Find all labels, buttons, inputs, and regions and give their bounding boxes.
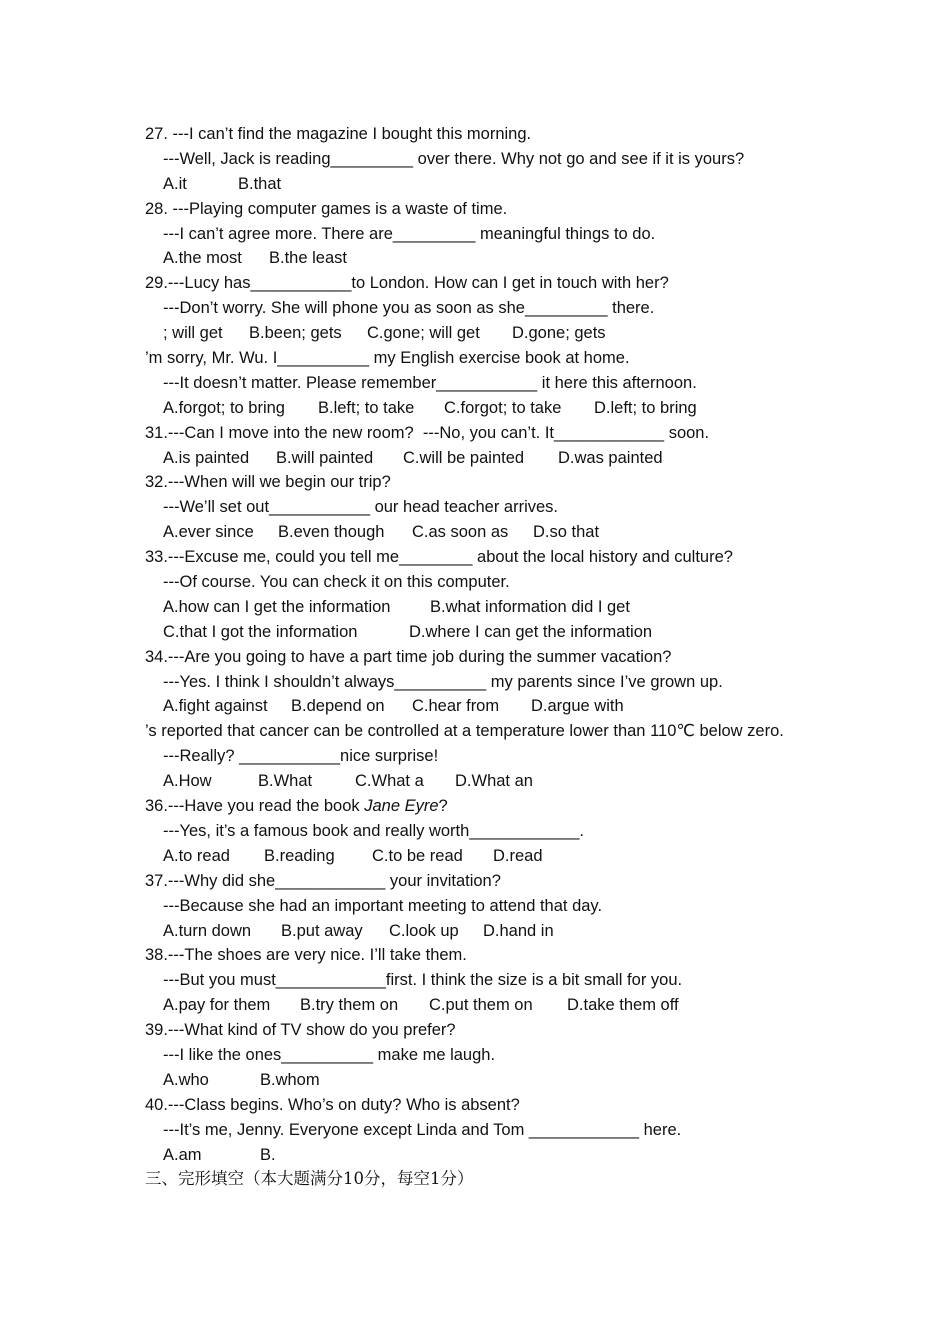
section-title: 三、完形填空 [145,1169,244,1189]
option: A.pay for them [163,996,271,1015]
option: B.What [258,772,313,791]
option: A.How [163,772,212,791]
option: D.was painted [558,448,663,467]
question-30: ’m sorry, Mr. Wu. I__________ my English exercise book at home. [145,349,630,368]
question-29-options [145,321,835,346]
question-38: 38.---The shoes are very nice. I’ll take them. [145,946,467,965]
question-36-text: 36.---Have you read the book [145,797,365,816]
option: A.is painted [163,448,250,467]
question-36-reply: ---Yes, it’s a famous book and really worth____________. [163,821,585,840]
question-38-options [145,993,835,1018]
question-34-reply: ---Yes. I think I shouldn’t always__________ my parents since I’ve grown up. [163,672,723,691]
question-39-options [145,1068,835,1093]
question-35: ’s reported that cancer can be controlled at a temperature lower than 110℃ below zero. [145,722,784,741]
option: ; will get [163,324,223,343]
question-33-reply: ---Of course. You can check it on this computer. [163,573,510,592]
question-35-reply: ---Really? ___________nice surprise! [163,747,439,766]
question-37-options [145,919,835,944]
question-32: 32.---When will we begin our trip? [145,473,391,492]
question-36 [145,794,835,819]
option: B.whom [260,1070,320,1089]
option: A.forgot; to bring [163,398,285,417]
question-30-options [145,396,835,421]
question-31-options [145,446,835,471]
question-39: 39.---What kind of TV show do you prefer? [145,1021,456,1040]
option: B.depend on [291,697,385,716]
option: D.What an [455,772,533,791]
question-40: 40.---Class begins. Who’s on duty? Who is absent? [145,1095,520,1114]
question-39-reply: ---I like the ones__________ make me laugh. [163,1045,496,1064]
option: A.the most [163,249,242,268]
option: A.to read [163,846,230,865]
option: A.ever since [163,523,254,542]
option: C.to be read [372,846,463,865]
option: D.left; to bring [594,398,697,417]
option: C.look up [389,921,459,940]
question-40-reply: ---It’s me, Jenny. Everyone except Linda and Tom ____________ here. [163,1120,682,1139]
question-35-options [145,769,835,794]
option: B.the least [269,249,347,268]
question-40-options [145,1143,835,1168]
option: C.will be painted [403,448,525,467]
question-28-options [145,246,835,271]
question-30-reply: ---It doesn’t matter. Please remember___________ it here this afternoon. [163,373,697,392]
question-28: 28. ---Playing computer games is a waste of time. [145,199,508,218]
option: B.what information did I get [430,597,630,616]
option: C.that I got the information [163,622,358,641]
option: D.argue with [531,697,624,716]
option: C.What a [355,772,424,791]
option: B.put away [281,921,363,940]
option: D.gone; gets [512,324,606,343]
option: B.try them on [300,996,399,1015]
option: D.read [493,846,543,865]
option: B.left; to take [318,398,415,417]
question-37-reply: ---Because she had an important meeting to attend that day. [163,896,603,915]
option: C.hear from [412,697,500,716]
option: B.will painted [276,448,374,467]
option: D.hand in [483,921,554,940]
option: C.gone; will get [367,324,480,343]
option: A.how can I get the information [163,597,391,616]
option: D.take them off [567,996,679,1015]
book-title: Jane Eyre [364,797,439,816]
question-34: 34.---Are you going to have a part time job during the summer vacation? [145,647,672,666]
option: C.put them on [429,996,533,1015]
option: D.so that [533,523,600,542]
section-heading [145,1167,835,1193]
question-33: 33.---Excuse me, could you tell me________ about the local history and culture? [145,548,733,567]
question-29-reply: ---Don’t worry. She will phone you as soon as she_________ there. [163,299,655,318]
exam-page [145,122,835,1193]
question-33-options-row1 [145,595,835,620]
question-27-reply: ---Well, Jack is reading_________ over there. Why not go and see if it is yours? [163,149,745,168]
option: B.been; gets [249,324,342,343]
question-27-options [145,172,835,197]
option: A.turn down [163,921,252,940]
option: A.who [163,1070,209,1089]
option: B.even though [278,523,385,542]
question-33-options-row2 [145,620,835,645]
question-32-reply: ---We’ll set out___________ our head teacher arrives. [163,498,559,517]
question-36-mark: ? [438,797,448,816]
question-38-reply: ---But you must____________first. I think the size is a bit small for you. [163,971,683,990]
question-27: 27. ---I can’t find the magazine I bought this morning. [145,125,532,143]
option: D.where I can get the information [409,622,653,641]
option: C.forgot; to take [444,398,562,417]
option: A.it [163,174,187,193]
option: C.as soon as [412,523,509,542]
section-note: （本大题满分10分，每空1分） [244,1169,474,1189]
option: B. [260,1145,276,1164]
option: A.am [163,1145,202,1164]
question-28-reply: ---I can’t agree more. There are_________ meaningful things to do. [163,224,656,243]
question-31: 31.---Can I move into the new room? ---No, you can’t. It____________ soon. [145,423,710,442]
question-36-options [145,844,835,869]
question-29: 29.---Lucy has___________to London. How can I get in touch with her? [145,274,669,293]
question-37: 37.---Why did she____________ your invitation? [145,871,501,890]
option: A.fight against [163,697,268,716]
question-32-options [145,520,835,545]
option: B.that [238,174,282,193]
question-34-options [145,694,835,719]
option: B.reading [264,846,335,865]
